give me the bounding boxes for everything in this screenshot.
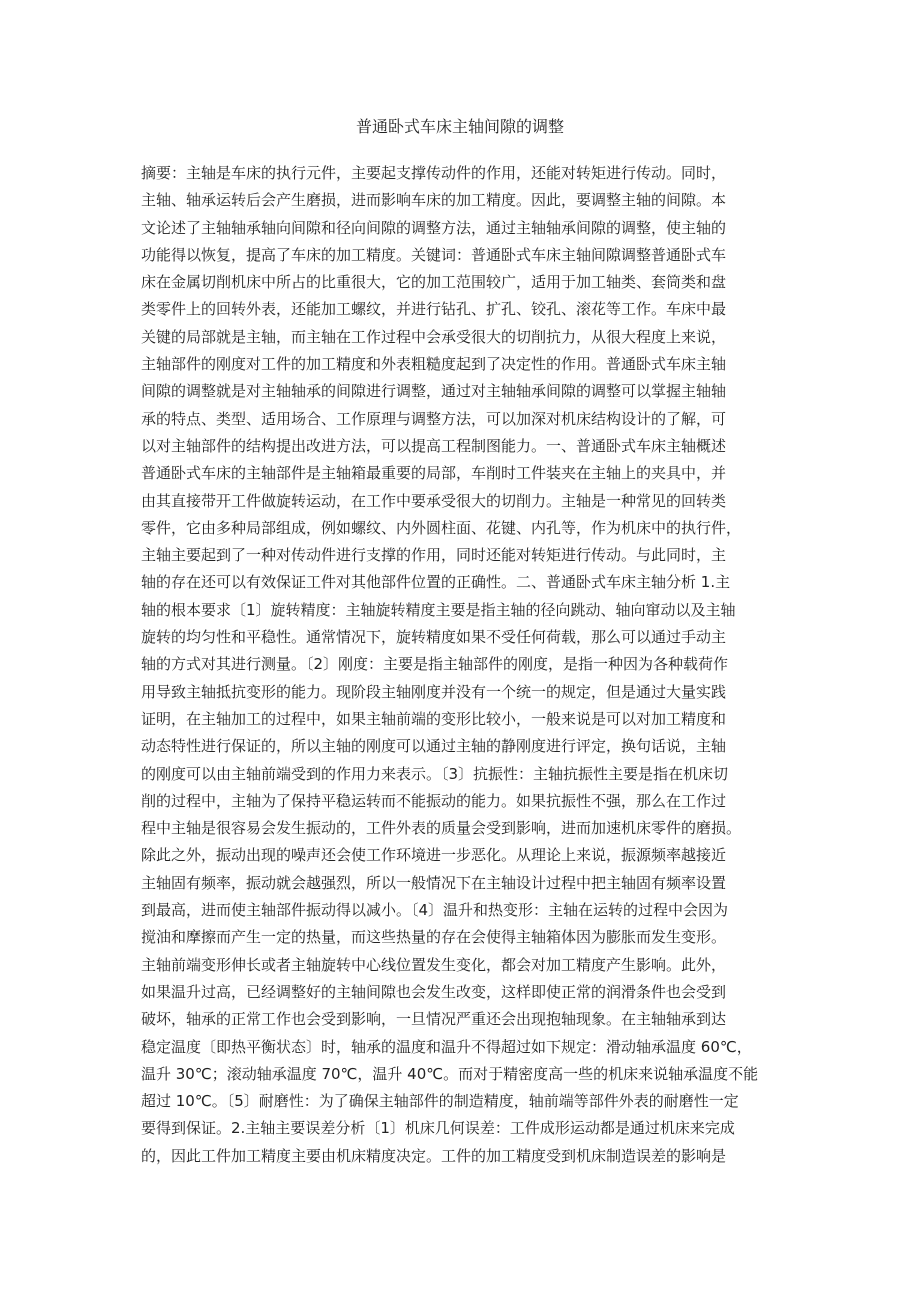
body-text-line: 证明，在主轴加工的过程中，如果主轴前端的变形比较小，一般来说是可以对加工精度和 xyxy=(141,709,727,728)
body-text-line: 要得到保证。2.主轴主要误差分析〔1〕机床几何误差：工件成形运动都是通过机床来完成 xyxy=(141,1119,735,1138)
body-text-line: 承的特点、类型、适用场合、工作原理与调整方法，可以加深对机床结构设计的了解，可 xyxy=(141,409,727,428)
body-text-line: 主轴前端变形伸长或者主轴旋转中心线位置发生变化，都会对加工精度产生影响。此外， xyxy=(141,955,727,974)
body-text-line: 搅油和摩擦而产生一定的热量，而这些热量的存在会使得主轴箱体因为膨胀而发生变形。 xyxy=(141,928,727,947)
body-text-line: 以对主轴部件的结构提出改进方法，可以提高工程制图能力。一、普通卧式车床主轴概述 xyxy=(141,436,727,455)
body-text-line: 由其直接带开工件做旋转运动，在工作中要承受很大的切削力。主轴是一种常见的回转类 xyxy=(141,491,727,510)
body-text-line: 的，因此工件加工精度主要由机床精度决定。工件的加工精度受到机床制造误差的影响是 xyxy=(141,1146,727,1165)
body-text-line: 间隙的调整就是对主轴轴承的间隙进行调整，通过对主轴轴承间隙的调整可以掌握主轴轴 xyxy=(141,382,727,401)
body-text-line: 轴的根本要求〔1〕旋转精度：主轴旋转精度主要是指主轴的径向跳动、轴向窜动以及主轴 xyxy=(141,600,736,619)
body-text-line: 轴的方式对其进行测量。〔2〕刚度：主要是指主轴部件的刚度，是指一种因为各种载荷作 xyxy=(141,655,729,674)
body-text-line: 床在金属切削机床中所占的比重很大，它的加工范围较广，适用于加工轴类、套筒类和盘 xyxy=(141,273,727,292)
body-text-line: 旋转的均匀性和平稳性。通常情况下，旋转精度如果不受任何荷载，那么可以通过手动主 xyxy=(141,628,727,647)
body-text-line: 主轴主要起到了一种对传动件进行支撑的作用，同时还能对转矩进行传动。与此同时，主 xyxy=(141,546,727,565)
body-text-line: 零件，它由多种局部组成，例如螺纹、内外圆柱面、花键、内孔等，作为机床中的执行件， xyxy=(141,518,742,537)
body-text-line: 动态特性进行保证的，所以主轴的刚度可以通过主轴的静刚度进行评定，换句话说，主轴 xyxy=(141,737,727,756)
body-text-line: 程中主轴是很容易会发生振动的，工件外表的质量会受到影响，进而加速机床零件的磨损。 xyxy=(141,819,742,838)
document-title: 普通卧式车床主轴间隙的调整 xyxy=(355,117,564,136)
body-text-line: 文论述了主轴轴承轴向间隙和径向间隙的调整方法，通过主轴轴承间隙的调整，使主轴的 xyxy=(141,218,727,237)
body-text-line: 稳定温度〔即热平衡状态〕时，轴承的温度和温升不得超过如下规定：滑动轴承温度 60℃， xyxy=(141,1037,752,1056)
body-text-line: 功能得以恢复，提高了车床的加工精度。关键词：普通卧式车床主轴间隙调整普通卧式车 xyxy=(141,245,727,264)
body-text-line: 摘要：主轴是车床的执行元件，主要起支撑传动件的作用，还能对转矩进行传动。同时， xyxy=(141,164,727,182)
document-body xyxy=(141,160,791,1170)
body-text-line: 普通卧式车床的主轴部件是主轴箱最重要的局部，车削时工件装夹在主轴上的夹具中，并 xyxy=(141,464,727,483)
body-text-line: 如果温升过高，已经调整好的主轴间隙也会发生改变，这样即使正常的润滑条件也会受到 xyxy=(141,982,727,1001)
body-text-line: 超过 10℃。〔5〕耐磨性：为了确保主轴部件的制造精度，轴前端等部件外表的耐磨性一定 xyxy=(141,1092,739,1111)
body-text-line: 的刚度可以由主轴前端受到的作用力来表示。〔3〕抗振性：主轴抗振性主要是指在机床切 xyxy=(141,764,729,783)
body-text-line: 轴的存在还可以有效保证工件对其他部件位置的正确性。二、普通卧式车床主轴分析 1.主 xyxy=(141,573,731,592)
body-text-line: 温升 30℃；滚动轴承温度 70℃，温升 40℃。而对于精密度高一些的机床来说轴承温度不能 xyxy=(141,1064,759,1083)
body-text-line: 到最高，进而使主轴部件振动得以减小。〔4〕温升和热变形：主轴在运转的过程中会因为 xyxy=(141,901,729,920)
body-text-line: 主轴、轴承运转后会产生磨损，进而影响车床的加工精度。因此，要调整主轴的间隙。本 xyxy=(141,191,727,210)
body-text-line: 关键的局部就是主轴，而主轴在工作过程中会承受很大的切削抗力，从很大程度上来说， xyxy=(141,327,727,346)
body-text-line: 破坏，轴承的正常工作也会受到影响，一旦情况严重还会出现抱轴现象。在主轴轴承到达 xyxy=(141,1010,727,1029)
body-text-line: 削的过程中，主轴为了保持平稳运转而不能振动的能力。如果抗振性不强，那么在工作过 xyxy=(141,791,727,810)
body-text-line: 主轴固有频率，振动就会越强烈，所以一般情况下在主轴设计过程中把主轴固有频率设置 xyxy=(141,873,727,892)
body-text-line: 类零件上的回转外表，还能加工螺纹，并进行钻孔、扩孔、铰孔、滚花等工作。车床中最 xyxy=(141,300,727,319)
body-text-line: 除此之外，振动出现的噪声还会使工作环境进一步恶化。从理论上来说，振源频率越接近 xyxy=(141,846,727,865)
body-text-line: 主轴部件的刚度对工件的加工精度和外表粗糙度起到了决定性的作用。普通卧式车床主轴 xyxy=(141,355,727,374)
body-text-line: 用导致主轴抵抗变形的能力。现阶段主轴刚度并没有一个统一的规定，但是通过大量实践 xyxy=(141,682,727,701)
